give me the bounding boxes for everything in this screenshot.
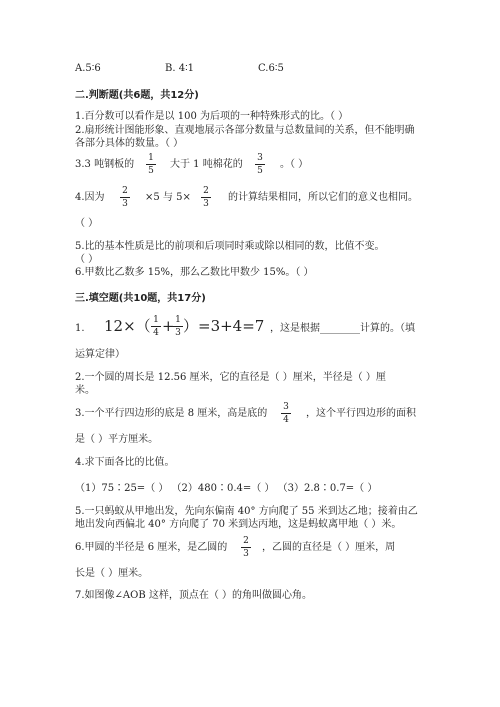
question-2-4-part3: 的计算结果相同，所以它们的意义也相同。 <box>228 192 418 203</box>
question-3-4-items: （1）75∶25=（ ） （2）480∶0.4=（ ） （3）2.8∶0.7=（ ） <box>75 483 378 494</box>
option-a: A.5∶6 <box>75 63 101 74</box>
question-2-4-answer: （ ） <box>75 218 99 229</box>
question-2-5-line2: （ ） <box>75 254 99 265</box>
numerator: 1 <box>148 153 154 163</box>
denominator: 5 <box>257 166 263 176</box>
question-3-1-number: 1. <box>75 323 85 334</box>
question-2-2-line1: 2.扇形统计图能形象、直观地展示各部分数量与总数量间的关系，但不能明确 <box>75 125 415 136</box>
question-2-2-line2: 各部分具体的数量。（ ） <box>75 138 184 149</box>
numerator: 2 <box>243 536 249 546</box>
numerator: 1 <box>153 315 159 325</box>
question-3-5-line2: 地出发向西偏北 40° 方向爬了 70 米到达丙地，这是蚂蚁离甲地（ ）米。 <box>75 519 402 530</box>
question-2-3-part3: 。（ ） <box>280 159 309 170</box>
question-3-7: 7.如图像∠AOB 这样，顶点在（ ）的角叫做圆心角。 <box>75 590 313 601</box>
denominator: 3 <box>243 549 249 559</box>
fraction-bar <box>151 326 161 327</box>
section-heading-judgement: 二.判断题(共6题，共12分) <box>75 90 199 101</box>
fraction <box>120 186 130 209</box>
numerator: 3 <box>283 402 289 412</box>
equation-suffix: ）=3+4=7 <box>183 317 265 335</box>
question-2-4-part1: 4.因为 <box>75 192 105 203</box>
question-3-6-line2: 长是（ ）厘米。 <box>75 568 149 579</box>
question-2-6: 6.甲数比乙数多 15%，那么乙数比甲数少 15%。（ ） <box>75 267 314 278</box>
question-3-6-part1: 6.甲圆的半径是 6 厘米，是乙圆的 <box>75 542 228 553</box>
question-3-1-line2: 运算定律） <box>75 349 125 360</box>
question-3-2-line2: 米。 <box>75 385 95 396</box>
fraction <box>151 315 161 338</box>
fraction <box>173 315 183 338</box>
fraction-bar <box>146 164 156 165</box>
numerator: 2 <box>122 186 128 196</box>
denominator: 3 <box>175 328 181 338</box>
question-2-5-line1: 5.比的基本性质是比的前项和后项同时乘或除以相同的数，比值不变。 <box>75 241 385 252</box>
plus-sign: + <box>162 317 175 335</box>
numerator: 2 <box>203 186 209 196</box>
question-3-5-line1: 5.一只蚂蚁从甲地出发，先向东偏南 40° 方向爬了 55 米到达乙地；接着由乙 <box>75 506 418 517</box>
option-c: C.6∶5 <box>258 63 284 74</box>
fraction <box>281 402 291 425</box>
option-b: B. 4∶1 <box>165 63 195 74</box>
question-2-3-part2: 大于 1 吨棉花的 <box>170 159 243 170</box>
denominator: 4 <box>283 415 289 425</box>
question-3-3-part2: ，这个平行四边形的面积 <box>306 408 416 419</box>
denominator: 5 <box>148 166 154 176</box>
fraction <box>255 153 265 176</box>
fraction-bar <box>120 197 130 198</box>
equation-prefix: 12×（ <box>104 317 151 335</box>
question-3-3-part1: 3.一个平行四边形的底是 8 厘米，高是底的 <box>75 408 268 419</box>
fraction-bar <box>281 413 291 414</box>
denominator: 4 <box>153 328 159 338</box>
fraction-bar <box>241 547 251 548</box>
numerator: 1 <box>175 315 181 325</box>
fraction <box>201 186 211 209</box>
section-heading-fill-in: 三.填空题(共10题，共17分) <box>75 293 206 304</box>
question-2-1: 1.百分数可以看作是以 100 为后项的一种特殊形式的比。（ ） <box>75 111 349 122</box>
question-3-6-part2: ，乙圆的直径是（ ）厘米，周 <box>262 542 396 553</box>
numerator: 3 <box>257 153 263 163</box>
question-3-3-line2: 是（ ）平方厘米。 <box>75 434 159 445</box>
fraction <box>241 536 251 559</box>
fraction-bar <box>255 164 265 165</box>
fraction-bar <box>173 326 183 327</box>
question-3-1-tail: ，这是根据________计算的。（填 <box>270 323 415 334</box>
denominator: 3 <box>122 199 128 209</box>
question-3-2-line1: 2.一个圆的周长是 12.56 厘米，它的直径是（ ）厘米，半径是（ ）厘 <box>75 372 386 383</box>
question-2-4-part2: ×5 与 5× <box>145 192 191 203</box>
fraction-bar <box>201 197 211 198</box>
question-2-3-part1: 3.3 吨钢板的 <box>75 159 135 170</box>
fraction <box>146 153 156 176</box>
question-3-4: 4.求下面各比的比值。 <box>75 457 175 468</box>
denominator: 3 <box>203 199 209 209</box>
